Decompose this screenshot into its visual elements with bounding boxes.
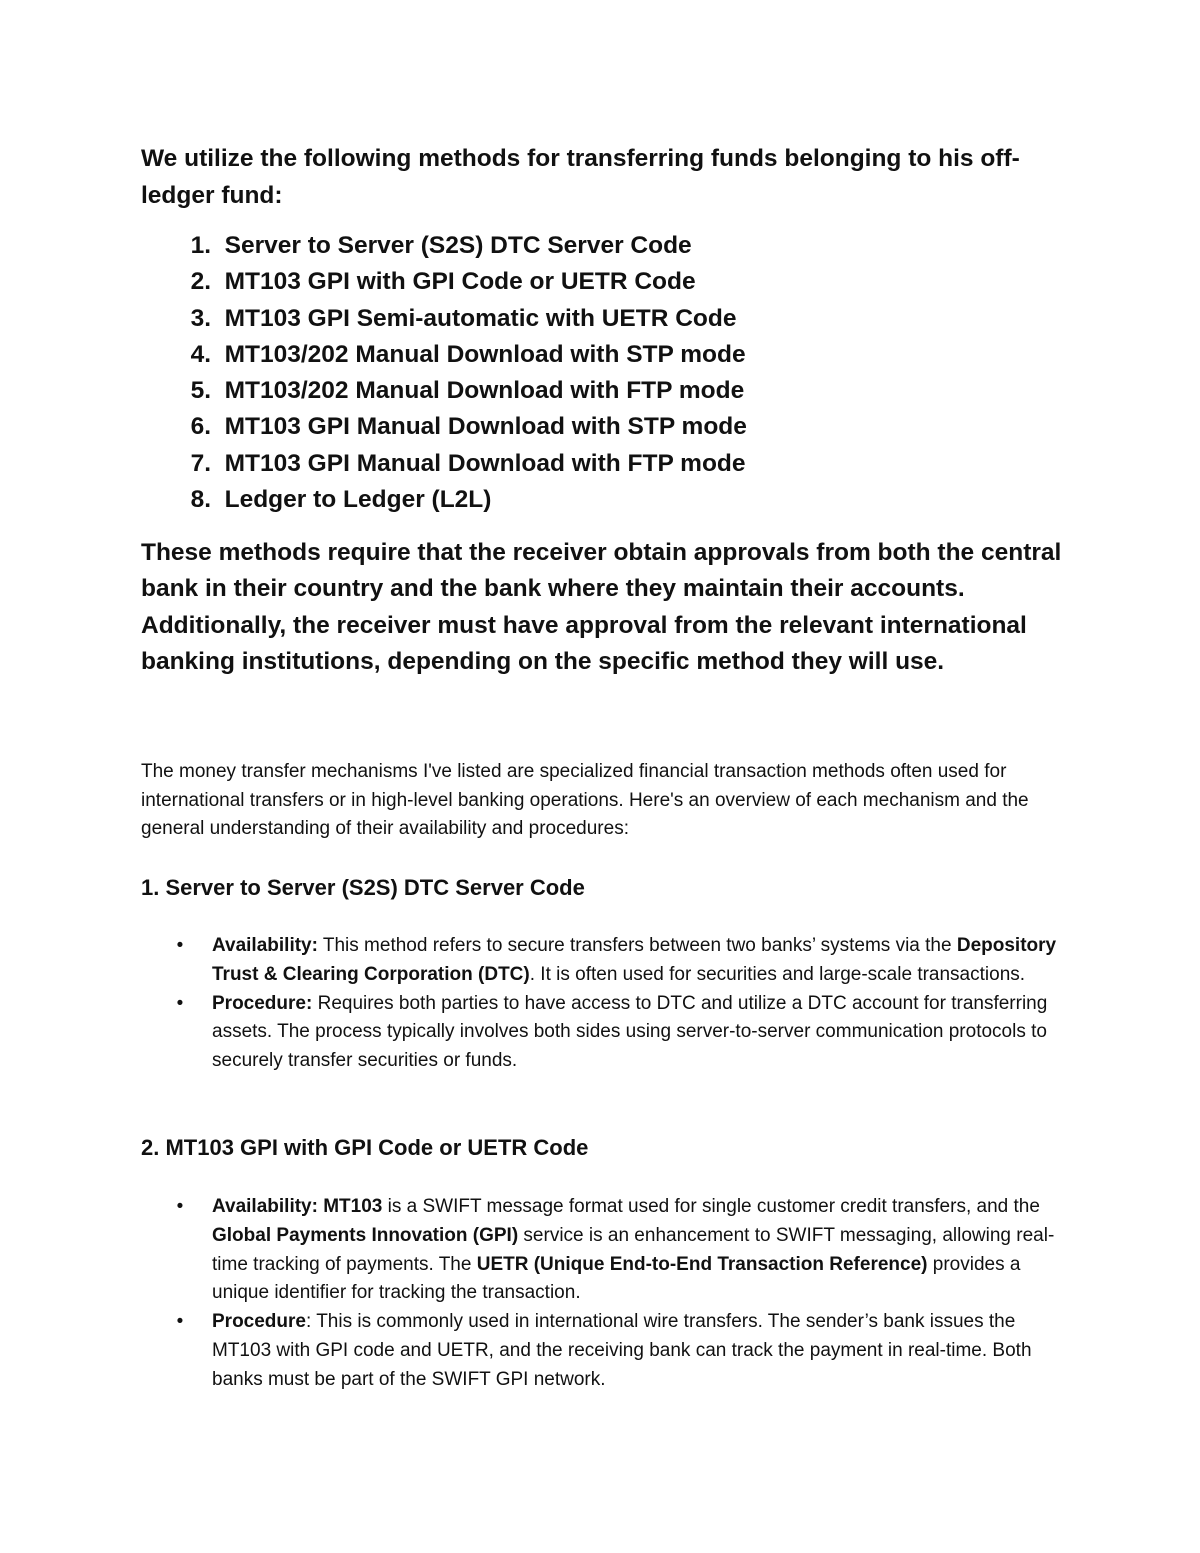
method-label: MT103/202 Manual Download with STP mode: [224, 340, 746, 368]
overview-paragraph: The money transfer mechanisms I've listed are specialized financial transaction methods often used for international transfers or in high-level banking operations. Here's an overview of each mechanism and the general understanding of their availability and procedures:: [141, 761, 1029, 839]
list-item: [141, 446, 1021, 482]
availability-label: Availability:: [212, 1196, 318, 1217]
availability-text-end: . It is often used for securities and large-scale transactions.: [529, 963, 1026, 985]
method-label: MT103 GPI with GPI Code or UETR Code: [224, 268, 696, 296]
list-number: 6.: [190, 413, 211, 441]
section-heading-mt103-gpi: 2. MT103 GPI with GPI Code or UETR Code: [141, 1135, 589, 1160]
list-item: [141, 409, 1021, 445]
availability-text: is a SWIFT message format used for single customer credit transfers, and the: [382, 1196, 1040, 1217]
gpi-term: Global Payments Innovation (GPI): [212, 1224, 519, 1246]
bullet-icon: •: [176, 1311, 184, 1333]
list-item: [141, 228, 1021, 264]
list-number: 2.: [190, 268, 211, 296]
procedure-text: : This is commonly used in international wire transfers. The sender’s bank issues the MT103 with GPI code and UETR, and the receiving bank can track the payment in real-time. Both banks must be part of the SWIFT GPI network.: [212, 1311, 1032, 1390]
list-item: [141, 337, 1021, 373]
list-item: [141, 482, 1021, 518]
procedure-label: Procedure:: [212, 992, 313, 1014]
dtc-term: Depository Trust & Clearing Corporation (DTC): [212, 935, 1057, 985]
bullet-icon: •: [176, 992, 184, 1014]
bullet-icon: •: [176, 935, 184, 956]
list-number: 5.: [190, 377, 211, 405]
method-label: Server to Server (S2S) DTC Server Code: [224, 232, 692, 259]
availability-text-end: provides a unique identifier for tracking the transaction.: [212, 1253, 1021, 1304]
availability-text-mid: service is an enhancement to SWIFT messaging, allowing real-time tracking of payments. The: [212, 1224, 1055, 1275]
method-label: MT103 GPI Manual Download with STP mode: [224, 413, 747, 441]
list-number: 4.: [190, 340, 211, 368]
method-label: MT103 GPI Manual Download with FTP mode: [224, 449, 746, 477]
requirement-paragraph: These methods require that the receiver obtain approvals from both the central bank in their country and the bank where they maintain their accounts. Additionally, the receiver must have approval from the relevant international banking institutions, depending on the specific method they will use.: [141, 539, 1062, 676]
method-label: MT103 GPI Semi-automatic with UETR Code: [224, 304, 737, 332]
methods-list: [141, 228, 1021, 518]
list-number: 7.: [190, 449, 211, 477]
procedure-label: Procedure: [212, 1311, 306, 1333]
list-item-availability: [141, 932, 1061, 990]
list-number: 1.: [190, 232, 211, 259]
list-number: 8.: [190, 486, 211, 514]
list-item-procedure: [141, 990, 1061, 1076]
list-number: 3.: [190, 304, 211, 332]
availability-label: Availability:: [212, 935, 318, 956]
section-heading-s2s: 1. Server to Server (S2S) DTC Server Code: [141, 875, 585, 900]
list-item-availability: [141, 1193, 1061, 1308]
list-item-procedure: [141, 1308, 1061, 1394]
procedure-text: Requires both parties to have access to DTC and utilize a DTC account for transferring assets. The process typically involves both sides using server-to-server communication protocols to securely transfer securities or funds.: [212, 992, 1048, 1072]
bullet-icon: •: [176, 1196, 184, 1217]
availability-text: This method refers to secure transfers between two banks’ systems via the: [317, 935, 957, 956]
list-item: [141, 301, 1021, 337]
list-item: [141, 264, 1021, 300]
s2s-bullet-list: [141, 932, 1061, 1076]
intro-paragraph: We utilize the following methods for transferring funds belonging to his off-ledger fund:: [141, 145, 1020, 209]
uetr-term: UETR (Unique End-to-End Transaction Reference): [476, 1253, 928, 1275]
list-item: [141, 373, 1021, 409]
mt103-bullet-list: [141, 1193, 1061, 1395]
mt103-term: MT103: [317, 1196, 383, 1217]
method-label: Ledger to Ledger (L2L): [224, 486, 492, 514]
method-label: MT103/202 Manual Download with FTP mode: [224, 377, 745, 405]
